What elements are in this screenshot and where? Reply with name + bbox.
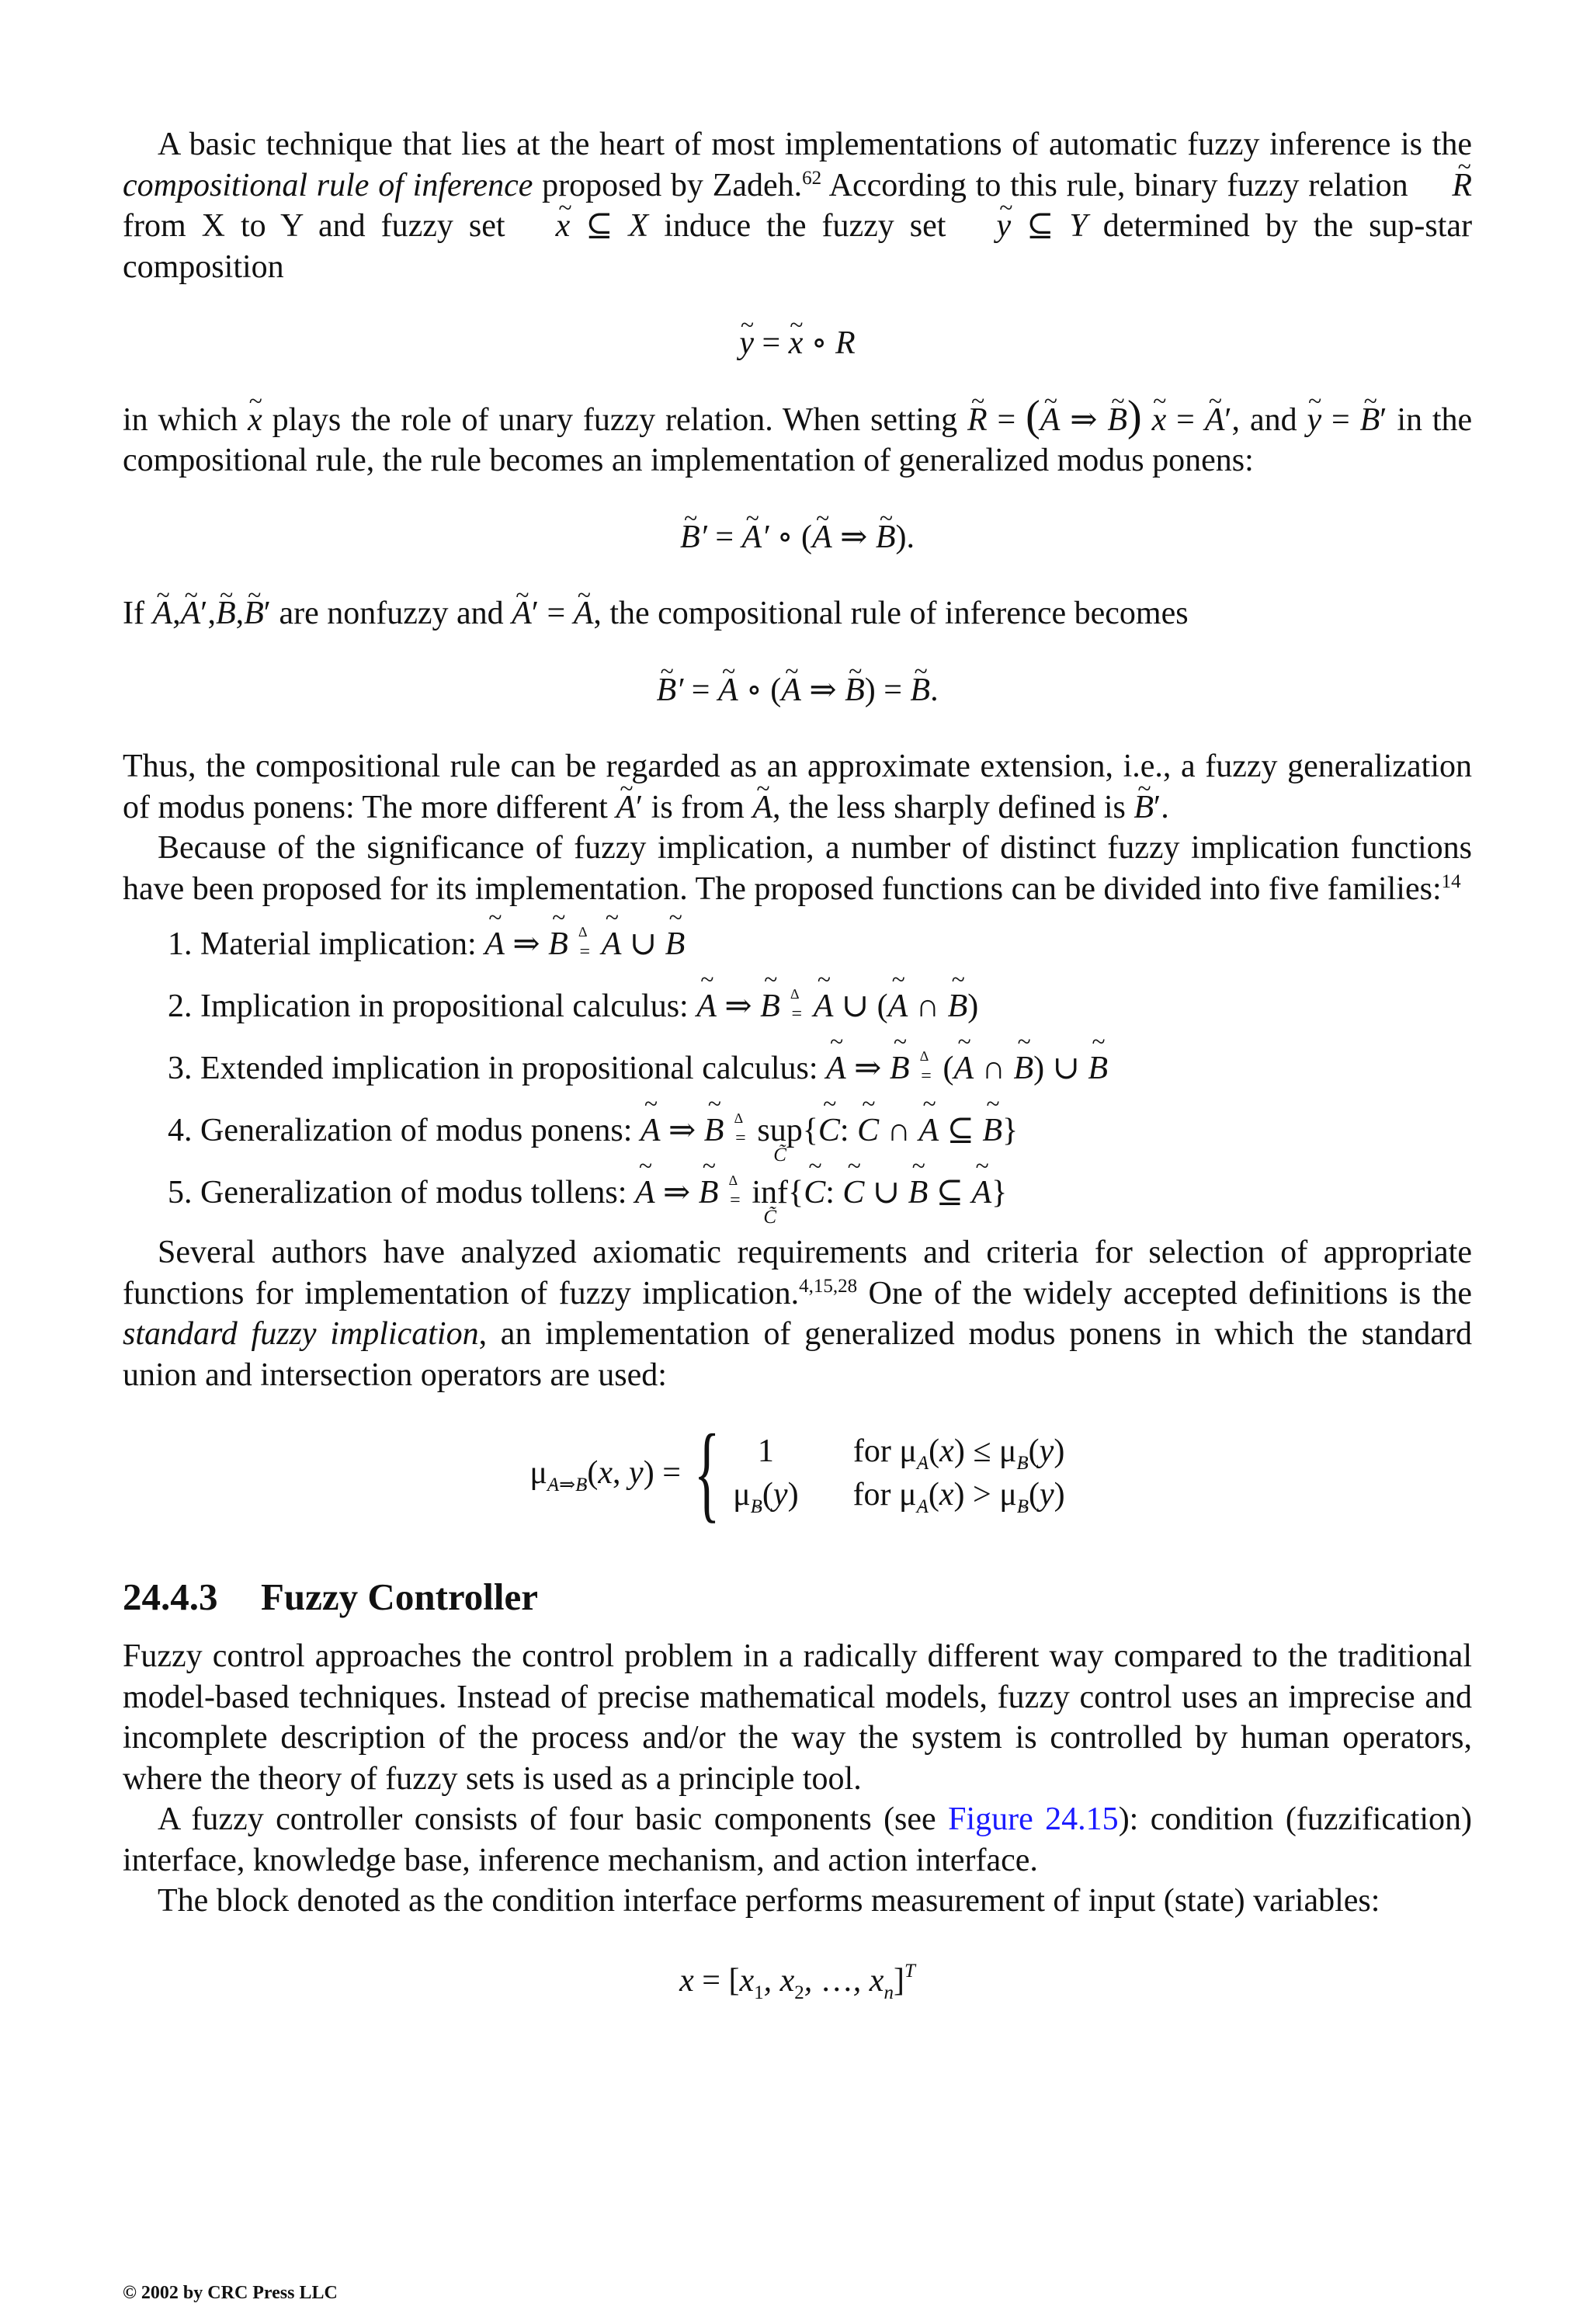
text-run: If: [123, 596, 144, 631]
figure-link[interactable]: Figure 24.15: [948, 1801, 1119, 1837]
text-run: in which: [123, 401, 238, 438]
text-run: induce the fuzzy set: [664, 208, 946, 244]
text-run: Because of the significance of fuzzy implication, a number of distinct fuzzy implication functions have been proposed for its implementation. The proposed functions can be divided into five families:: [123, 830, 1472, 907]
page-body: [123, 124, 1472, 2001]
text-run: proposed by Zadeh.: [542, 167, 803, 203]
text-run: ): condition (fuzzification) interface, knowledge base, inference mechanism, and action interface.: [123, 1801, 1473, 1878]
paragraph-modus-ponens: in which ~ x plays the role of unary fuzzy relation. When setting ~ R = (~ A ⇒ ~ B) ~ x = ~ A′, and ~ y = ~ B′ in the compositional rule, the rule becomes an implementation of generalized modus ponens:: [123, 400, 1472, 481]
text-run: , an implementation of generalized modus ponens in which the standard union and intersection operators are used:: [123, 1316, 1473, 1393]
piecewise-cases: 1 for $\mu_A(x) \le \mu_B(y)$ $\mu_B(y)$ for $\mu_A(x) > \mu_B(y)$: [733, 1433, 1065, 1517]
section-heading: [123, 1574, 1472, 1621]
equation-generalized-modus-ponens: ~ B′ = ~ A′ ∘ (~ A ⇒ ~ B).: [123, 517, 1472, 558]
paragraph-fuzzy-control: Fuzzy control approaches the control problem in a radically different way compared to the traditional model-based techniques. Instead of precise mathematical models, fuzzy control uses an imprecise and incomplete description of the process and/or the way the system is controlled by human operators, where the theory of fuzzy sets is used as a principle tool.: [123, 1638, 1472, 1797]
text-run: are nonfuzzy and: [279, 596, 504, 631]
text-run: A fuzzy controller consists of four basic components (see: [158, 1801, 936, 1837]
text-run: is from: [651, 789, 745, 825]
paragraph-condition-interface: The block denoted as the condition interface performs measurement of input (state) variables:: [158, 1883, 1380, 1919]
list-item: 5. Generalization of modus tollens: ~ A ⇒ ~ B ∆ = inf C̃ {~ C: ~ C ∪ ~ B ⊆ ~ A}: [168, 1164, 1472, 1226]
paragraph-compositional-rule: A basic technique that lies at the heart of most implementations of automatic fuzzy inference is the compositional rule of inference proposed by Zadeh.$^{62}$ According to this rule, binary fuzzy relation ~ R from X to Y and fuzzy set ~ x ⊆ X induce the fuzzy set ~ y ⊆ Y determined by the sup-star composition: [123, 124, 1472, 287]
text-run: plays the role of unary fuzzy relation. When setting: [272, 401, 958, 438]
list-item: 1. Material implication: ~ A ⇒ ~ B ∆ = ~ $\overline{A}$ ∪ ~ B: [168, 915, 1472, 978]
equation-state-vector: $x = [x_1$, $x_2$, …, $x_n]^T$: [679, 1960, 915, 2003]
text-run: determined by the sup-star composition: [123, 208, 1473, 285]
section-title: Fuzzy Controller: [261, 1575, 538, 1618]
text-run: the compositional rule of inference becomes: [609, 596, 1189, 631]
paragraph-implication-families: [123, 828, 1472, 909]
text-run: One of the widely accepted definitions is the: [868, 1275, 1472, 1311]
text-run: and: [1249, 401, 1297, 438]
reference-marker: 14: [1441, 870, 1461, 892]
list-item: 4. Generalization of modus ponens: ~ A ⇒ ~ B ∆ = sup C̃ {~ C: ~ C ∩ ~ A ⊆ ~ B}: [168, 1102, 1472, 1164]
text-run: A basic technique that lies at the heart of most implementations of automatic fuzzy inference is the: [158, 127, 1472, 162]
equation-standard-fuzzy-implication: $\mu_{A\Rightarrow B}(x$, y) = { 1 for $\mu_A(x) \le \mu_B(y)$ $\mu_B(y)$ for $\mu_A(x) > \mu_B(y)$: [529, 1412, 1065, 1533]
paragraph-approximate-extension: Thus, the compositional rule can be regarded as an approximate extension, i.e., a fuzzy generalization of modus ponens: The more different ~ A′ is from ~ A, the less sharply defined is ~ B′.: [123, 746, 1472, 828]
section-number: 24.4.3: [123, 1575, 218, 1618]
emphasis-term: standard fuzzy implication: [123, 1316, 479, 1352]
text-run: According to this rule, binary fuzzy relation: [828, 167, 1408, 203]
list-item: 3. Extended implication in propositional calculus: ~ A ⇒ ~ B ∆ = (~ $\overline{A}$ ∩ ~ $\overline{B}$) ∪ ~ B: [168, 1040, 1472, 1102]
copyright-footer: © 2002 by CRC Press LLC: [123, 2283, 338, 2303]
reference-marker: 4,15,28: [799, 1275, 858, 1297]
text-run: the less sharply defined is: [788, 789, 1126, 825]
paragraph-standard-implication: [123, 1232, 1472, 1395]
text-run: in the compositional rule, the rule becomes an implementation of generalized modus ponens:: [123, 401, 1473, 478]
paragraph-nonfuzzy: If ~ A,~ A′,~ B,~ B′ are nonfuzzy and ~ A′ = ~ A, the compositional rule of inference becomes: [123, 593, 1472, 634]
implication-family-list: [123, 915, 1472, 1226]
emphasis-term: compositional rule of inference: [123, 167, 533, 203]
equation-classical-modus-ponens: ~ B′ = ~ A ∘ (~ A ⇒ ~ B) = ~ B.: [123, 670, 1472, 711]
paragraph-controller-components: [123, 1799, 1472, 1881]
equation-sup-star: ~ y = ~ x ∘ R: [123, 323, 1472, 364]
text-run: from X to Y and fuzzy set: [123, 208, 505, 244]
text-run: Several authors have analyzed axiomatic requirements and criteria for selection of appropriate functions for implementation of fuzzy implication.: [123, 1235, 1472, 1311]
text-run: Thus, the compositional rule can be regarded as an approximate extension, i.e., a fuzzy generalization of modus ponens: The more different: [123, 749, 1472, 825]
reference-marker: 62: [802, 167, 822, 189]
list-item: 2. Implication in propositional calculus: ~ A ⇒ ~ B ∆ = ~ $\overline{A}$ ∪ (~ A ∩ ~ B): [168, 978, 1472, 1040]
